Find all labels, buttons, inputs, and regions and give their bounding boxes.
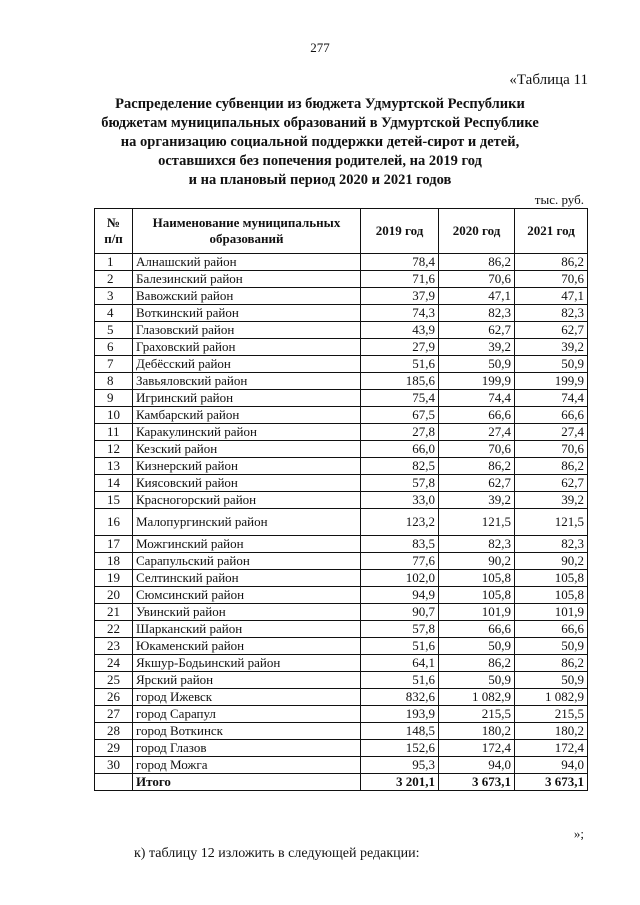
table-row — [95, 305, 588, 322]
value-2019: 67,5 — [361, 407, 439, 424]
municipality-name: Юкаменский район — [133, 638, 361, 655]
value-2019: 185,6 — [361, 373, 439, 390]
value-2021: 82,3 — [515, 536, 588, 553]
value-2020: 86,2 — [439, 458, 515, 475]
value-2020: 101,9 — [439, 604, 515, 621]
value-2019: 37,9 — [361, 288, 439, 305]
municipality-name: Можгинский район — [133, 536, 361, 553]
table-row — [95, 604, 588, 621]
value-2020: 62,7 — [439, 475, 515, 492]
row-index: 12 — [95, 441, 133, 458]
table-heading — [60, 95, 580, 190]
municipality-name: Кезский район — [133, 441, 361, 458]
value-2021: 1 082,9 — [515, 689, 588, 706]
value-2021: 105,8 — [515, 570, 588, 587]
heading-line: Распределение субвенции из бюджета Удмуртской Республики — [115, 96, 525, 112]
value-2021: 62,7 — [515, 322, 588, 339]
municipality-name: Сюмсинский район — [133, 587, 361, 604]
value-2019: 74,3 — [361, 305, 439, 322]
table-row — [95, 441, 588, 458]
municipality-name: Малопургинский район — [133, 509, 361, 536]
value-2021: 27,4 — [515, 424, 588, 441]
row-index: 8 — [95, 373, 133, 390]
table-row — [95, 339, 588, 356]
table-row — [95, 407, 588, 424]
value-2019: 57,8 — [361, 621, 439, 638]
row-index: 6 — [95, 339, 133, 356]
municipality-name: Якшур-Бодьинский район — [133, 655, 361, 672]
subvention-table — [94, 208, 588, 791]
municipality-name: Игринский район — [133, 390, 361, 407]
municipality-name: Кизнерский район — [133, 458, 361, 475]
value-2019: 94,9 — [361, 587, 439, 604]
value-2020: 215,5 — [439, 706, 515, 723]
table-row — [95, 672, 588, 689]
value-2020: 86,2 — [439, 254, 515, 271]
value-2019: 77,6 — [361, 553, 439, 570]
value-2021: 50,9 — [515, 356, 588, 373]
row-index: 1 — [95, 254, 133, 271]
value-2019: 33,0 — [361, 492, 439, 509]
value-2021: 39,2 — [515, 339, 588, 356]
value-2021: 82,3 — [515, 305, 588, 322]
row-index: 23 — [95, 638, 133, 655]
total-index — [95, 774, 133, 791]
value-2019: 75,4 — [361, 390, 439, 407]
value-2021: 50,9 — [515, 672, 588, 689]
table-row — [95, 706, 588, 723]
table-header-row — [95, 209, 588, 254]
row-index: 15 — [95, 492, 133, 509]
row-index: 9 — [95, 390, 133, 407]
value-2019: 82,5 — [361, 458, 439, 475]
value-2021: 215,5 — [515, 706, 588, 723]
value-2020: 172,4 — [439, 740, 515, 757]
value-2020: 50,9 — [439, 672, 515, 689]
value-2021: 74,4 — [515, 390, 588, 407]
table-row — [95, 373, 588, 390]
value-2019: 102,0 — [361, 570, 439, 587]
municipality-name: Красногорский район — [133, 492, 361, 509]
value-2019: 152,6 — [361, 740, 439, 757]
value-2019: 66,0 — [361, 441, 439, 458]
value-2019: 832,6 — [361, 689, 439, 706]
municipality-name: Камбарский район — [133, 407, 361, 424]
value-2021: 101,9 — [515, 604, 588, 621]
row-index: 27 — [95, 706, 133, 723]
value-2020: 66,6 — [439, 621, 515, 638]
value-2020: 105,8 — [439, 587, 515, 604]
row-index: 16 — [95, 509, 133, 536]
row-index: 17 — [95, 536, 133, 553]
table-row — [95, 492, 588, 509]
row-index: 2 — [95, 271, 133, 288]
row-index: 26 — [95, 689, 133, 706]
value-2020: 1 082,9 — [439, 689, 515, 706]
header-2019: 2019 год — [361, 209, 439, 254]
value-2021: 47,1 — [515, 288, 588, 305]
value-2020: 74,4 — [439, 390, 515, 407]
units-label: тыс. руб. — [534, 192, 584, 207]
row-index: 11 — [95, 424, 133, 441]
closing-quote: »; — [573, 826, 584, 841]
value-2019: 57,8 — [361, 475, 439, 492]
header-name: Наименование муниципальных образований — [133, 209, 361, 254]
value-2021: 70,6 — [515, 271, 588, 288]
heading-line: и на плановый период 2020 и 2021 годов — [188, 172, 452, 188]
table-row — [95, 475, 588, 492]
value-2020: 50,9 — [439, 356, 515, 373]
municipality-name: Сарапульский район — [133, 553, 361, 570]
heading-line: оставшихся без попечения родителей, на 2019 год — [158, 153, 482, 169]
row-index: 30 — [95, 757, 133, 774]
table-row — [95, 570, 588, 587]
value-2020: 121,5 — [439, 509, 515, 536]
municipality-name: Воткинский район — [133, 305, 361, 322]
value-2021: 105,8 — [515, 587, 588, 604]
value-2019: 123,2 — [361, 509, 439, 536]
heading-line: на организацию социальной поддержки детей-сирот и детей, — [120, 134, 520, 150]
table-row — [95, 390, 588, 407]
table-row — [95, 288, 588, 305]
value-2021: 50,9 — [515, 638, 588, 655]
value-2020: 86,2 — [439, 655, 515, 672]
value-2020: 66,6 — [439, 407, 515, 424]
table-row — [95, 740, 588, 757]
value-2021: 121,5 — [515, 509, 588, 536]
table-row — [95, 553, 588, 570]
value-2020: 105,8 — [439, 570, 515, 587]
value-2019: 148,5 — [361, 723, 439, 740]
value-2020: 82,3 — [439, 305, 515, 322]
value-2021: 66,6 — [515, 407, 588, 424]
value-2021: 90,2 — [515, 553, 588, 570]
table-row — [95, 621, 588, 638]
row-index: 18 — [95, 553, 133, 570]
table-row — [95, 723, 588, 740]
value-2021: 62,7 — [515, 475, 588, 492]
table-row — [95, 458, 588, 475]
value-2019: 27,9 — [361, 339, 439, 356]
value-2020: 50,9 — [439, 638, 515, 655]
value-2021: 66,6 — [515, 621, 588, 638]
value-2021: 86,2 — [515, 458, 588, 475]
value-2019: 78,4 — [361, 254, 439, 271]
table-row — [95, 356, 588, 373]
municipality-name: город Ижевск — [133, 689, 361, 706]
value-2019: 51,6 — [361, 672, 439, 689]
value-2019: 51,6 — [361, 356, 439, 373]
municipality-name: город Можга — [133, 757, 361, 774]
value-2020: 62,7 — [439, 322, 515, 339]
table-row — [95, 638, 588, 655]
value-2019: 71,6 — [361, 271, 439, 288]
value-2021: 172,4 — [515, 740, 588, 757]
municipality-name: Вавожский район — [133, 288, 361, 305]
row-index: 7 — [95, 356, 133, 373]
row-index: 19 — [95, 570, 133, 587]
value-2020: 47,1 — [439, 288, 515, 305]
municipality-name: Завьяловский район — [133, 373, 361, 390]
total-row — [95, 774, 588, 791]
value-2020: 27,4 — [439, 424, 515, 441]
municipality-name: Каракулинский район — [133, 424, 361, 441]
total-2021: 3 673,1 — [515, 774, 588, 791]
value-2020: 94,0 — [439, 757, 515, 774]
municipality-name: город Глазов — [133, 740, 361, 757]
value-2019: 95,3 — [361, 757, 439, 774]
table-row — [95, 536, 588, 553]
row-index: 10 — [95, 407, 133, 424]
value-2021: 86,2 — [515, 254, 588, 271]
value-2021: 70,6 — [515, 441, 588, 458]
municipality-name: Шарканский район — [133, 621, 361, 638]
value-2021: 86,2 — [515, 655, 588, 672]
value-2020: 39,2 — [439, 492, 515, 509]
total-2019: 3 201,1 — [361, 774, 439, 791]
value-2019: 83,5 — [361, 536, 439, 553]
row-index: 29 — [95, 740, 133, 757]
value-2019: 43,9 — [361, 322, 439, 339]
value-2019: 90,7 — [361, 604, 439, 621]
table-row — [95, 689, 588, 706]
municipality-name: Глазовский район — [133, 322, 361, 339]
row-index: 14 — [95, 475, 133, 492]
row-index: 5 — [95, 322, 133, 339]
table-row — [95, 757, 588, 774]
municipality-name: Дебёсский район — [133, 356, 361, 373]
municipality-name: Ярский район — [133, 672, 361, 689]
total-label: Итого — [133, 774, 361, 791]
municipality-name: Киясовский район — [133, 475, 361, 492]
value-2020: 199,9 — [439, 373, 515, 390]
municipality-name: Балезинский район — [133, 271, 361, 288]
heading-line: бюджетам муниципальных образований в Удмуртской Республике — [101, 115, 539, 131]
row-index: 28 — [95, 723, 133, 740]
header-index: № п/п — [95, 209, 133, 254]
table-row — [95, 254, 588, 271]
table-row — [95, 509, 588, 536]
row-index: 4 — [95, 305, 133, 322]
value-2020: 180,2 — [439, 723, 515, 740]
value-2019: 193,9 — [361, 706, 439, 723]
row-index: 22 — [95, 621, 133, 638]
total-2020: 3 673,1 — [439, 774, 515, 791]
table-row — [95, 655, 588, 672]
header-2021: 2021 год — [515, 209, 588, 254]
municipality-name: город Воткинск — [133, 723, 361, 740]
row-index: 13 — [95, 458, 133, 475]
table-reference: «Таблица 11 — [509, 72, 588, 88]
header-2020: 2020 год — [439, 209, 515, 254]
row-index: 20 — [95, 587, 133, 604]
table-row — [95, 271, 588, 288]
value-2021: 39,2 — [515, 492, 588, 509]
municipality-name: Селтинский район — [133, 570, 361, 587]
municipality-name: Алнашский район — [133, 254, 361, 271]
row-index: 25 — [95, 672, 133, 689]
page-number: 277 — [310, 40, 330, 55]
next-item-text: к) таблицу 12 изложить в следующей редакции: — [134, 846, 420, 861]
value-2019: 27,8 — [361, 424, 439, 441]
value-2020: 90,2 — [439, 553, 515, 570]
value-2019: 51,6 — [361, 638, 439, 655]
value-2021: 199,9 — [515, 373, 588, 390]
value-2021: 94,0 — [515, 757, 588, 774]
row-index: 3 — [95, 288, 133, 305]
table-row — [95, 424, 588, 441]
value-2020: 82,3 — [439, 536, 515, 553]
value-2021: 180,2 — [515, 723, 588, 740]
value-2020: 70,6 — [439, 441, 515, 458]
value-2020: 70,6 — [439, 271, 515, 288]
municipality-name: город Сарапул — [133, 706, 361, 723]
municipality-name: Граховский район — [133, 339, 361, 356]
table-body — [95, 254, 588, 791]
table-row — [95, 322, 588, 339]
row-index: 21 — [95, 604, 133, 621]
value-2019: 64,1 — [361, 655, 439, 672]
municipality-name: Увинский район — [133, 604, 361, 621]
row-index: 24 — [95, 655, 133, 672]
value-2020: 39,2 — [439, 339, 515, 356]
table-row — [95, 587, 588, 604]
